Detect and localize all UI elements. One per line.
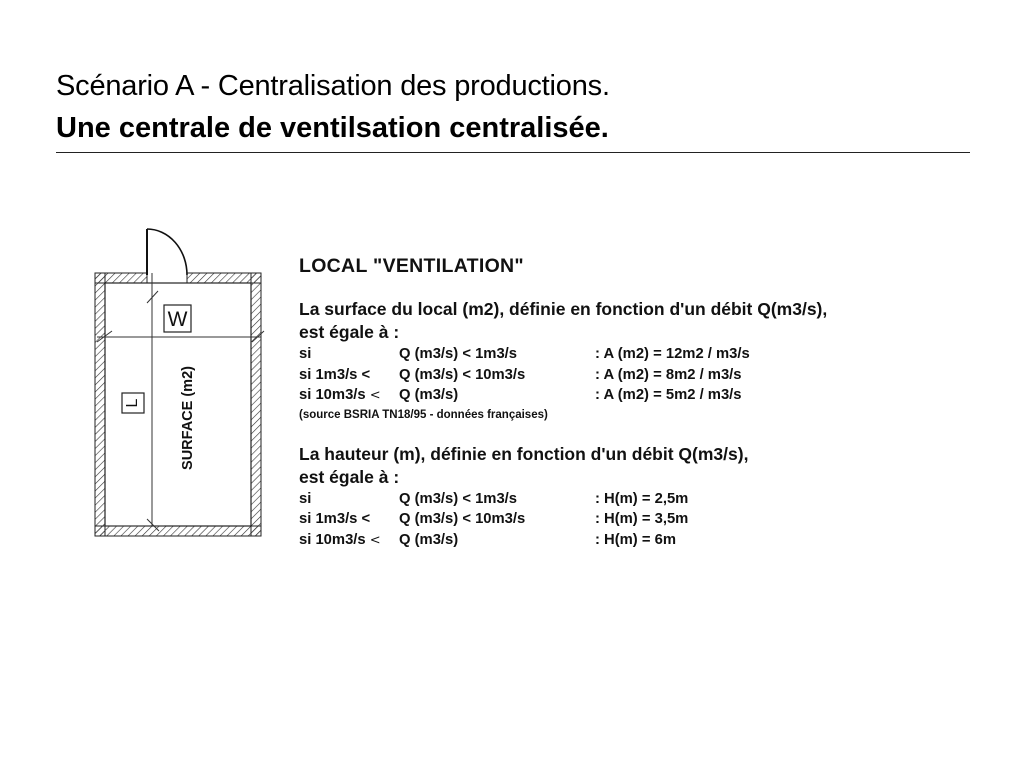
hauteur-rule-row (299, 509, 949, 530)
rule-condition: si 1m3/s < (299, 366, 371, 383)
slide-subtitle: Une centrale de ventilsation centralisée. (56, 112, 609, 144)
rule-condition-text: si 10m3/s (299, 531, 366, 548)
rule-result: : A (m2) = 12m2 / m3/s (595, 346, 750, 362)
rule-range: Q (m3/s) < 1m3/s (399, 346, 518, 362)
specs-heading: LOCAL "VENTILATION" (299, 255, 524, 277)
title-divider (56, 152, 970, 153)
rule-condition: si 1m3/s < (299, 511, 371, 527)
rule-range: Q (m3/s) (399, 531, 459, 548)
hauteur-rule-row (299, 530, 949, 552)
surface-block (299, 298, 949, 421)
hauteur-title: La hauteur (m), définie en fonction d'un débit Q(m3/s), (299, 443, 749, 464)
source-note: (source BSRIA TN18/95 - données françaises) (299, 408, 548, 421)
rule-range: Q (m3/s) < 10m3/s (399, 366, 526, 383)
rule-result: : A (m2) = 8m2 / m3/s (595, 366, 742, 383)
rule-range: Q (m3/s) < 10m3/s (399, 511, 526, 527)
rule-condition (299, 530, 399, 552)
hauteur-rules (299, 489, 949, 552)
rule-result: : A (m2) = 5m2 / m3/s (595, 387, 742, 403)
rule-result: : H(m) = 3,5m (595, 511, 689, 527)
rule-condition-text: si 10m3/s (299, 387, 366, 403)
rule-range: Q (m3/s) < 1m3/s (399, 490, 518, 507)
surface-rules (299, 344, 949, 407)
length-label: L (124, 398, 142, 408)
width-label: W (167, 308, 188, 331)
rule-range: Q (m3/s) (399, 387, 459, 403)
rule-condition: si (299, 346, 312, 362)
ventilation-specs (299, 255, 949, 551)
rule-condition (299, 385, 399, 407)
less-than-symbol: < (369, 532, 381, 548)
rule-result: : H(m) = 2,5m (595, 490, 689, 507)
rule-result: : H(m) = 6m (595, 531, 676, 548)
surface-title-cont: est égale à : (299, 322, 400, 342)
surface-rule-row (299, 344, 949, 365)
surface-rule-row (299, 365, 949, 386)
less-than-symbol: < (369, 388, 381, 403)
hauteur-block (299, 443, 949, 552)
surface-title: La surface du local (m2), définie en fonction d'un débit Q(m3/s), (299, 299, 828, 319)
room-plan-diagram (92, 225, 267, 545)
rule-condition: si (299, 490, 312, 507)
surface-rule-row (299, 385, 949, 407)
slide-title: Scénario A - Centralisation des productions. (56, 70, 610, 102)
hauteur-title-cont: est égale à : (299, 466, 400, 487)
hauteur-rule-row (299, 489, 949, 510)
surface-label: SURFACE (m2) (179, 366, 196, 470)
door (147, 229, 187, 283)
